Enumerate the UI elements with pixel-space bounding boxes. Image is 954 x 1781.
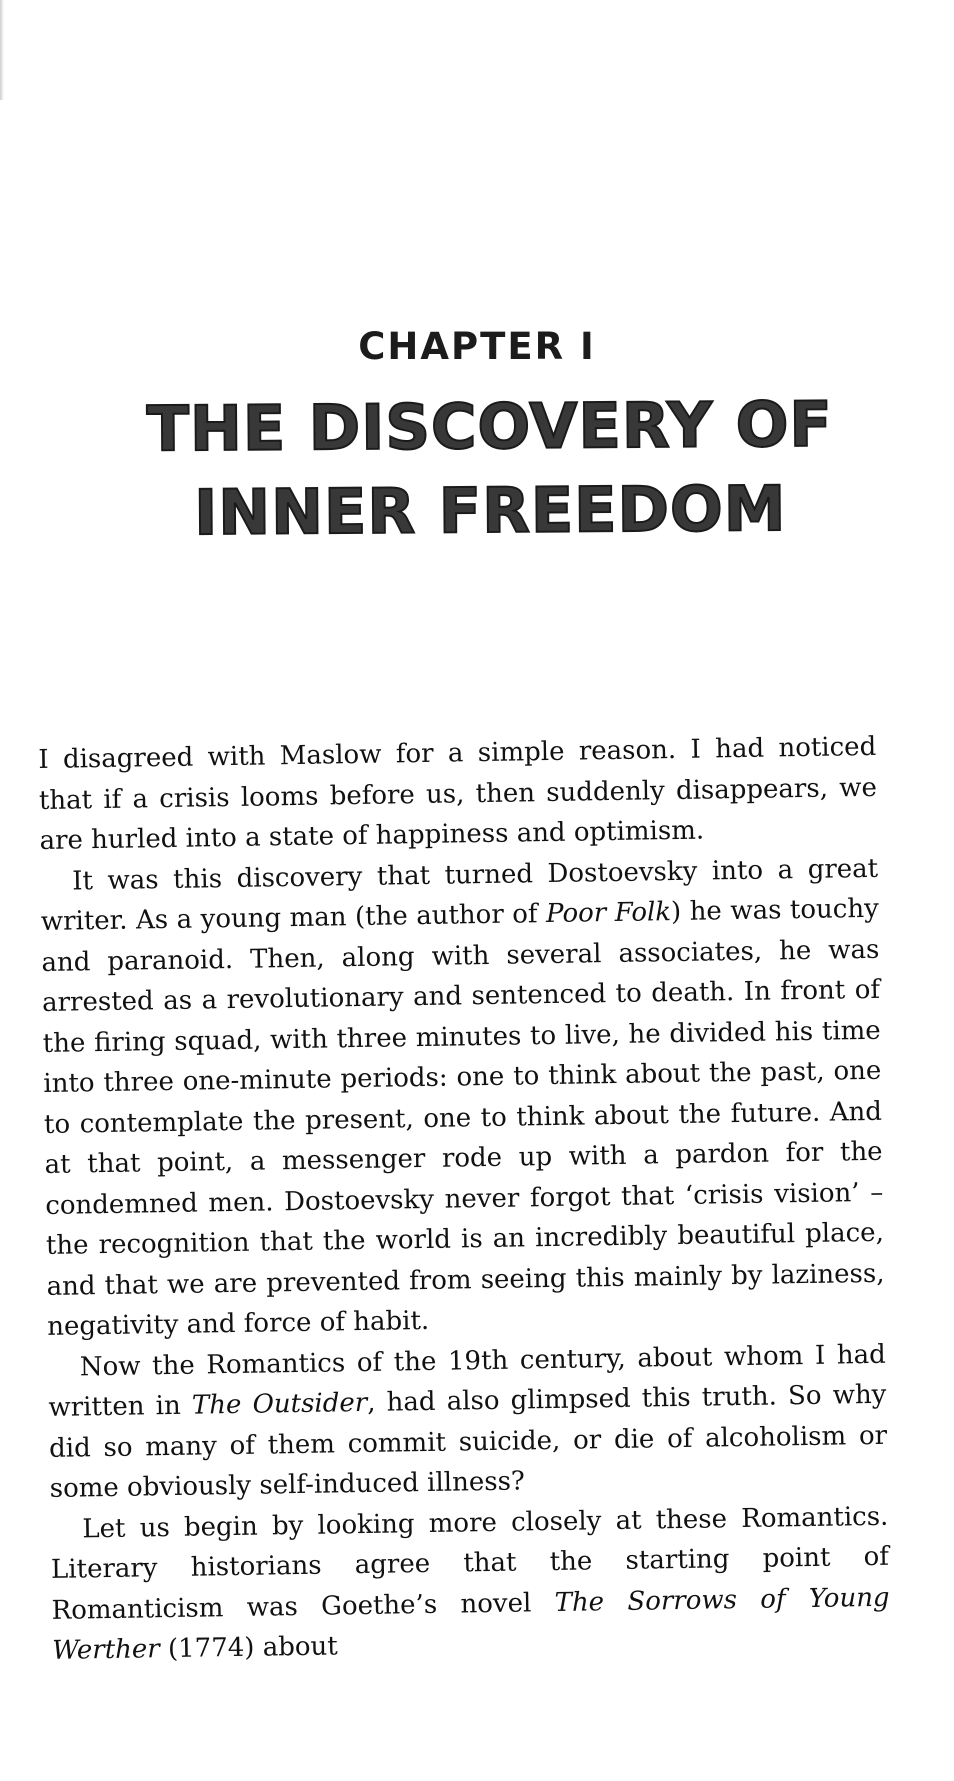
chapter-title: THE DISCOVERY OF INNER FREEDOM [146,387,833,550]
paragraph-3 [48,1334,888,1509]
chapter-label: CHAPTER I [358,325,596,368]
page-edge-shadow [0,0,4,100]
paragraph-4-text-a: Let us begin by looking more closely at these Romantics. Literary historians agree that the starting point of Romanticism was Goethe’s novel [50,1501,890,1626]
paragraph-3-text-b: , had also glimpsed this truth. So why did so many of them commit suicide, or die of alcoholism or some obviously self-induced illness? [48,1379,888,1504]
paragraph-1: I disagreed with Maslow for a simple reason. I had noticed that if a crisis looms before us, then suddenly disappears, we are hurled into a state of happiness and optimism. [38,731,878,856]
paragraph-2-text-a: It was this discovery that turned Dostoevsky into a great writer. As a young man (the author of [40,853,879,937]
paragraph-4-text-b: (1774) about [159,1631,338,1665]
chapter-body [38,727,891,1672]
book-title-poor-folk: Poor Folk [545,897,672,930]
book-title-the-outsider: The Outsider [191,1387,368,1421]
book-title-young-werther: The Sorrows of Young Werther [52,1582,890,1666]
paragraph-3-text-a: Now the Romantics of the 19th century, about whom I had written in [48,1339,886,1423]
paragraph-2 [40,848,886,1347]
paragraph-2-text-b: ) he was touchy and paranoid. Then, along with several associates, he was arrested as a revolutionary and sentenced to death. In front of the firing squad, with three minutes to live, he divided his time into three one-minute periods: one to think about the past, one to contemplate the present, one to think about the future. And at that point, a messenger rode up with a pardon for the condemned men. Dostoevsky never forgot that ‘crisis vision’ – the recognition that the world is an incredibly beautiful place, and that we are prevented from seeing this mainly by laziness, negativity and force of habit. [41,893,885,1342]
paragraph-4 [50,1496,890,1671]
